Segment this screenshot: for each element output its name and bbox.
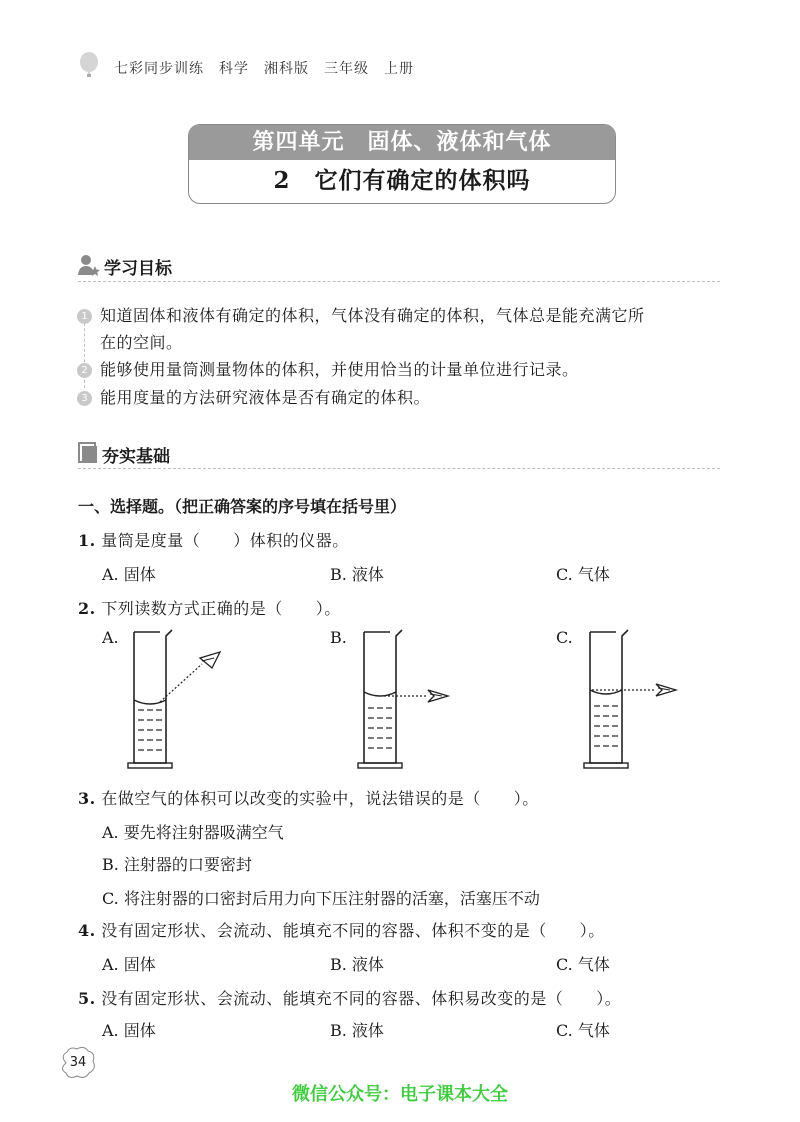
q4-option-a: A. 固体 bbox=[102, 955, 156, 974]
lesson-title: 2 它们有确定的体积吗 bbox=[273, 167, 531, 194]
q3-option-b: B. 注射器的口要密封 bbox=[102, 855, 252, 874]
q5-option-c: C. 气体 bbox=[556, 1021, 610, 1040]
book-icon bbox=[78, 442, 98, 464]
objective-number: 2 bbox=[77, 363, 92, 378]
q2-label-c: C. bbox=[556, 628, 573, 647]
objective-1-line-1: 知道固体和液体有确定的体积，气体没有确定的体积，气体总是能充满它所 bbox=[100, 306, 645, 325]
q2-label-a: A. bbox=[102, 628, 119, 647]
objective-number: 3 bbox=[77, 391, 92, 406]
q5-option-a: A. 固体 bbox=[102, 1021, 156, 1040]
question-number: 2. bbox=[78, 599, 96, 618]
question-number: 5. bbox=[78, 989, 96, 1008]
unit-title: 第四单元 固体、液体和气体 bbox=[189, 125, 615, 160]
objectives-heading: 学习目标 bbox=[104, 259, 172, 279]
q3-option-c: C. 将注射器的口密封后用力向下压注射器的活塞，活塞压不动 bbox=[102, 889, 540, 908]
book-header: 七彩同步训练 科学 湘科版 三年级 上册 bbox=[114, 61, 414, 77]
question-1-text: 量筒是度量（ ）体积的仪器。 bbox=[101, 531, 349, 550]
cylinder-c-diagram bbox=[576, 628, 686, 773]
cylinder-a-diagram bbox=[120, 628, 230, 773]
q1-option-b: B. 液体 bbox=[330, 565, 384, 584]
objective-3: 能用度量的方法研究液体是否有确定的体积。 bbox=[100, 388, 431, 407]
question-5-text: 没有固定形状、会流动、能填充不同的容器、体积易改变的是（ ）。 bbox=[101, 989, 622, 1008]
footer-watermark: 微信公众号：电子课本大全 bbox=[292, 1084, 508, 1105]
question-3-text: 在做空气的体积可以改变的实验中，说法错误的是（ ）。 bbox=[101, 789, 539, 808]
question-2-text: 下列读数方式正确的是（ ）。 bbox=[101, 599, 341, 618]
q2-label-b: B. bbox=[330, 628, 347, 647]
q1-option-c: C. 气体 bbox=[556, 565, 610, 584]
basics-heading: 夯实基础 bbox=[102, 447, 170, 467]
objective-2: 能够使用量筒测量物体的体积，并使用恰当的计量单位进行记录。 bbox=[100, 360, 579, 379]
objective-number: 1 bbox=[77, 309, 92, 324]
q4-option-c: C. 气体 bbox=[556, 955, 610, 974]
q1-option-a: A. 固体 bbox=[102, 565, 156, 584]
question-4-text: 没有固定形状、会流动、能填充不同的容器、体积不变的是（ ）。 bbox=[101, 921, 605, 940]
balloon-icon bbox=[78, 52, 100, 78]
divider bbox=[78, 468, 720, 469]
question-number: 1. bbox=[78, 531, 96, 550]
page-number: 34 bbox=[69, 1055, 87, 1070]
q5-option-b: B. 液体 bbox=[330, 1021, 384, 1040]
section-title: 一、选择题。（把正确答案的序号填在括号里） bbox=[78, 497, 407, 516]
q3-option-a: A. 要先将注射器吸满空气 bbox=[102, 823, 284, 842]
question-number: 3. bbox=[78, 789, 96, 808]
objective-1-line-2: 在的空间。 bbox=[100, 333, 183, 352]
person-star-icon bbox=[78, 254, 100, 276]
title-box bbox=[188, 124, 616, 204]
cylinder-b-diagram bbox=[350, 628, 460, 773]
q4-option-b: B. 液体 bbox=[330, 955, 384, 974]
divider bbox=[78, 281, 720, 282]
question-number: 4. bbox=[78, 921, 96, 940]
